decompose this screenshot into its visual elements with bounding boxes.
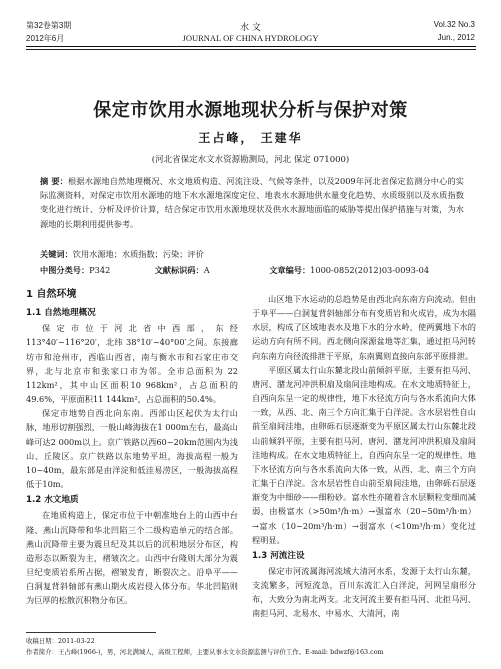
abstract-text: 根据水源地自然地理概况、水文地质构造、河流注设、气候等条件，以及2009年河北省保定监测分中心的实际监测资料，对保定市饮用水源地的地下水水源地深度定位、地表水水源地供水量变化趋势、水质级别以及水质指数变化进行统计、分析及评价计算，结合保定市饮用水源地现状及供水水源地面临的威胁等提出保护措施与对策，为水源地的长期利用提供参考。 (40, 176, 464, 229)
abstract-block (40, 174, 464, 231)
right-column (252, 292, 476, 621)
doc-code-value: A (203, 265, 210, 275)
paragraph-geology: 在地质构造上，保定市位于中朝准地台上的山西中台隆、燕山沉降带和华北凹陷三个二级构造单元的结合部。燕山沉降带主要为震旦纪及其以后的沉积地层分布区，构造形态以断裂为主，褶皱次之。山西中台隆则大部分为震旦纪变质岩系所占据，褶皱发育，断裂次之。沿阜平——白洞复背斜轴部有燕山期火成岩侵入体分布。华北凹陷则为巨厚的松散沉积物分布区。 (26, 510, 238, 606)
header-vol-en: Vol.32 No.3 (433, 20, 475, 29)
paragraph-terrain: 保定市地势自西北向东南。西部山区起伏为太行山脉，地形切割强烈，一般山峰海拔在1 000m左右，最高山峰可达2 000m以上。京广铁路以西60~20km范围内为浅山、丘陵区。京广铁路以东地势平坦，海拔高程一般为10~40m，最东部是由洋淀和低洼易涝区，一般海拔高程低于10m。 (26, 408, 238, 490)
footnote-received: 收稿日期：2011-03-22 (26, 637, 95, 645)
subsection-heading-1-2: 1.2 水文地质 (26, 495, 79, 506)
paragraph-plain-aquifer: 平原区属太行山东麓北段山前倾斜平原，主要有拒马河、唐河、潴龙河冲洪积扇及扇间洼地构成。在水文地质特征上，自西向东呈一定的规律性，地下水径流方向与各水系流向大体一致，从西、北、南三个方向汇集于白洋淀。含水层岩性自山前至扇间洼地，由卵砾石层逐渐变为平原区属太行山东麓北段山前倾斜平原，主要有拒马河、唐河、潴龙河冲洪积扇及扇间洼地构成。在水文地质特征上，自西向东呈一定的规律性。地下水径流方向与各水系流向大体一致，从西、北、南三个方向汇集于白洋淀。含水层岩性自山前至扇间洼地，由卵砾石层逐渐变为中细砂——细粉砂。富水性亦随着含水层颗粒变细而减弱，由极富水（>50m³/h·m）→强富水（20~50m³/h·m）→富水（10~20m³/h·m）→弱富水（<10m³/h·m）变化过程明显。 (252, 364, 476, 545)
section-heading-1: 1 自然环境 (26, 289, 77, 300)
paper-title: 保定市饮用水源地现状分析与保护对策 (93, 100, 408, 121)
subsection-heading-1-1: 1.1 自然地理概况 (26, 308, 96, 319)
abstract-label: 摘 要： (40, 176, 69, 186)
footnote-rule (26, 632, 156, 633)
subsection-heading-1-3: 1.3 河流注设 (252, 550, 305, 561)
footnote-author-bio: 作者简介：王占峰(1966-)，男，河北满城人，高级工程师，主要从事水文水资源监测与评价工作。E-mail: bdwzf@163.com (26, 648, 384, 656)
paper-affiliation: (河北省保定水文水资源勘测局，河北 保定 071000) (151, 155, 350, 165)
keywords-block (40, 249, 464, 260)
keywords-label: 关键词： (40, 249, 73, 259)
clc-value: P342 (89, 265, 111, 275)
paragraph-rivers: 保定市河流属海河流域大清河水系，发源于太行山东麓，支流繁多，河短流急，百川东流汇入白洋淀，河网呈扇形分布，大致分为南北两支。北支河流主要有拒马河、北拒马河、南拒马河、北易水、中易水、大清河，南 (252, 565, 476, 619)
article-no-value: 1000-0852(2012)03-0093-04 (310, 265, 430, 275)
header-date: 2012年6月 (26, 34, 65, 43)
header-rule-top (26, 46, 476, 47)
paragraph-location: 保定市位于河北省中西部，东经 113°40′~116°20′，北纬 38°10′~40°00′之间。东接廊坊市和沧州市，西临山西省，南与衡水市和石家庄市交界，北与北京市和张家口市为邻。全市总面积为 22 112km²，其中山区面积10 968km²，占总面积的49.6%，平原面积11 144km²，占总面积的50.4%。 (26, 323, 238, 405)
paper-authors: 王占峰， 王建华 (198, 131, 303, 145)
article-no-label: 文章编号： (269, 265, 311, 275)
header-journal-cn: 水 文 (240, 23, 261, 33)
classification-block (40, 265, 470, 276)
header-rule-bottom (26, 49, 476, 50)
header-date-en: Jun., 2012 (437, 33, 475, 42)
header-journal-en: JOURNAL OF CHINA HYDROLOGY (182, 33, 319, 43)
keywords-text: 饮用水源地；水质指数；污染；评价 (72, 249, 204, 259)
left-column (26, 288, 238, 607)
paragraph-groundwater-flow: 山区地下水运动的总趋势是由西北向东南方向流动。但由于阜平——白洞复背斜轴部分布有变质岩和火成岩，成为水隔水层，构成了区域地表水及地下水的分水岭，使两翼地下水的运动方向有所不同。西北侧向深源盆地等汇集，通过拒马河转向东南方向径流排泄于平原，东南翼则直接向东部平原排泄。 (252, 294, 476, 361)
clc-label: 中图分类号： (40, 265, 90, 275)
header-volume: 第32卷第3期 (26, 21, 72, 30)
doc-code-label: 文献标识码： (154, 265, 204, 275)
